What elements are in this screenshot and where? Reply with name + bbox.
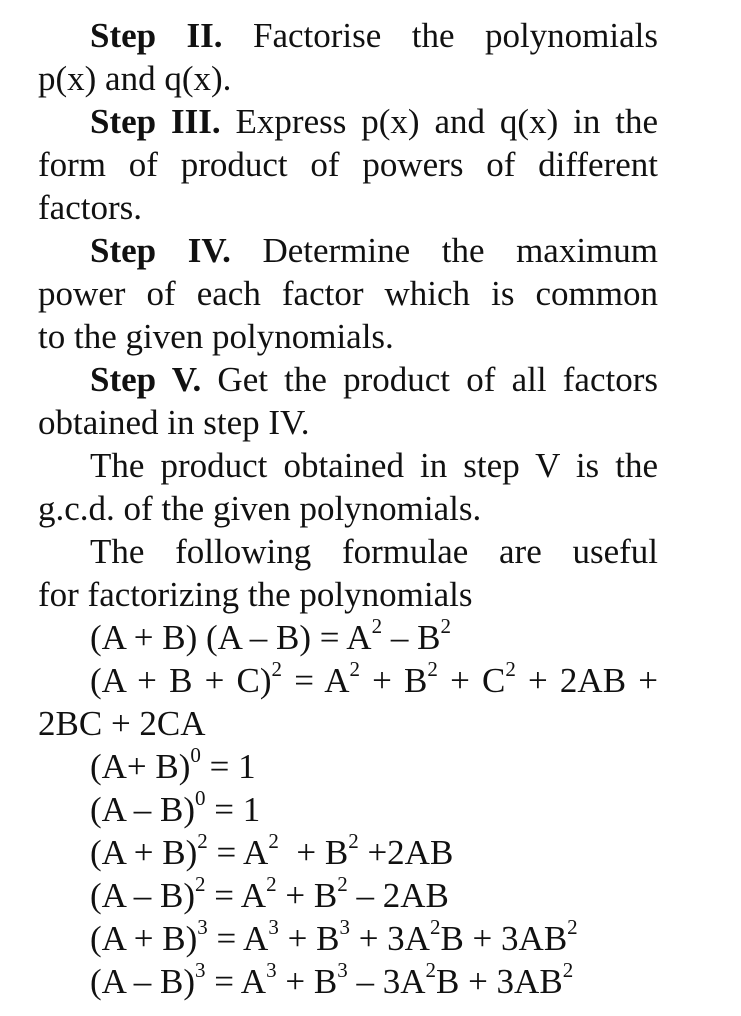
- formula-8-part-a: (A – B): [90, 962, 195, 1001]
- formula-7-exp-4: 2: [429, 915, 441, 940]
- step-3-line-2: form of product of powers of different: [38, 145, 658, 184]
- formula-difference-power-zero: [38, 788, 658, 831]
- formula-8-part-b: = A: [205, 962, 267, 1001]
- formula-1-part-b: – B: [382, 618, 441, 657]
- formula-4-part-b: = 1: [205, 790, 261, 829]
- step-5-label: Step V.: [90, 360, 202, 399]
- formula-2-part-d: + C: [437, 661, 506, 700]
- step-5-text-1: Get the product of all factors: [217, 360, 658, 399]
- step-4-line-2: power of each factor which is common: [38, 274, 658, 313]
- formula-2-exp-2: 2: [349, 657, 360, 682]
- formulae-intro-line-2: for factorizing the polynomials: [38, 575, 473, 614]
- formula-4-part-a: (A – B): [90, 790, 195, 829]
- formula-7-exp-5: 2: [567, 915, 578, 940]
- formula-difference-cubed: [38, 960, 658, 1003]
- formula-trinomial-square: [38, 659, 658, 702]
- step-5-line-2: obtained in step IV.: [38, 403, 310, 442]
- step-3-line-3: factors.: [38, 188, 142, 227]
- formula-7-part-a: (A + B): [90, 919, 198, 958]
- formulae-intro-line-1: The following formulae are useful: [90, 532, 658, 571]
- step-3-line-1: [38, 100, 658, 143]
- formula-8-exp-5: 2: [562, 958, 574, 983]
- document-page: [38, 14, 658, 1003]
- formula-7-exp-2: 3: [268, 915, 279, 940]
- step-5-line-1: [38, 358, 658, 401]
- step-2-text-1: Factorise the polynomials: [253, 16, 659, 55]
- formula-5-part-d: +2AB: [358, 833, 454, 872]
- formula-7-part-d: + 3A: [349, 919, 430, 958]
- formula-6-exp-1: 2: [195, 872, 206, 897]
- formula-6-part-a: (A – B): [90, 876, 195, 915]
- step-4-line-3: to the given polynomials.: [38, 317, 394, 356]
- formula-8-part-e: B + 3AB: [435, 962, 563, 1001]
- gcd-line-2: g.c.d. of the given polynomials.: [38, 489, 482, 528]
- formula-2-part-a: (A + B + C): [90, 661, 272, 700]
- formula-2-part-c: + B: [359, 661, 428, 700]
- formula-6-part-d: – 2AB: [347, 876, 449, 915]
- step-4-line-1: [38, 229, 658, 272]
- formula-6-exp-2: 2: [266, 872, 277, 897]
- formula-6-part-b: = A: [205, 876, 267, 915]
- formula-2-exp-4: 2: [505, 657, 516, 682]
- formula-5-exp-2: 2: [268, 829, 279, 854]
- formula-7-exp-3: 3: [339, 915, 350, 940]
- formula-difference-of-squares: [38, 616, 658, 659]
- formula-2-part-e: + 2AB +: [515, 661, 658, 700]
- formula-8-exp-2: 3: [266, 958, 277, 983]
- step-2-label: Step II.: [90, 16, 223, 55]
- step-3-label: Step III.: [90, 102, 221, 141]
- formula-2-part-b: = A: [282, 661, 350, 700]
- step-4-text-1: Determine the maximum: [262, 231, 658, 270]
- formula-7-part-b: = A: [207, 919, 269, 958]
- formula-3-part-a: (A+ B): [90, 747, 191, 786]
- formula-5-part-b: = A: [207, 833, 269, 872]
- formula-3-exp: 0: [190, 743, 201, 768]
- formula-5-exp-1: 2: [197, 829, 208, 854]
- formula-4-exp: 0: [195, 786, 206, 811]
- formula-trinomial-square-continued: 2BC + 2CA: [38, 704, 206, 743]
- formula-8-part-c: + B: [276, 962, 338, 1001]
- formula-2-exp-1: 2: [271, 657, 283, 682]
- formula-sum-cubed: [38, 917, 658, 960]
- gcd-line-1: The product obtained in step V is the: [90, 446, 658, 485]
- step-4-label: Step IV.: [90, 231, 231, 270]
- formula-5-part-c: + B: [278, 833, 349, 872]
- formula-sum-squared: [38, 831, 658, 874]
- step-3-text-1: Express p(x) and q(x) in the: [235, 102, 659, 141]
- formula-sum-power-zero: [38, 745, 658, 788]
- formula-5-part-a: (A + B): [90, 833, 198, 872]
- formula-6-part-c: + B: [276, 876, 338, 915]
- formula-8-exp-1: 3: [195, 958, 206, 983]
- formula-1-exp-2: 2: [440, 614, 451, 639]
- formula-7-exp-1: 3: [197, 915, 208, 940]
- step-2-line-1: [38, 14, 658, 57]
- formula-7-part-c: + B: [278, 919, 340, 958]
- formula-6-exp-3: 2: [337, 872, 348, 897]
- formula-1-part-a: (A + B) (A – B) = A: [90, 618, 372, 657]
- formula-3-part-b: = 1: [200, 747, 256, 786]
- formula-difference-squared: [38, 874, 658, 917]
- step-2-line-2: p(x) and q(x).: [38, 59, 232, 98]
- formula-8-exp-3: 3: [337, 958, 348, 983]
- formula-2-exp-3: 2: [427, 657, 438, 682]
- formula-8-part-d: – 3A: [347, 962, 426, 1001]
- formula-1-exp-1: 2: [371, 614, 383, 639]
- formula-8-exp-4: 2: [425, 958, 436, 983]
- formula-5-exp-3: 2: [348, 829, 359, 854]
- formula-7-part-e: B + 3AB: [440, 919, 568, 958]
